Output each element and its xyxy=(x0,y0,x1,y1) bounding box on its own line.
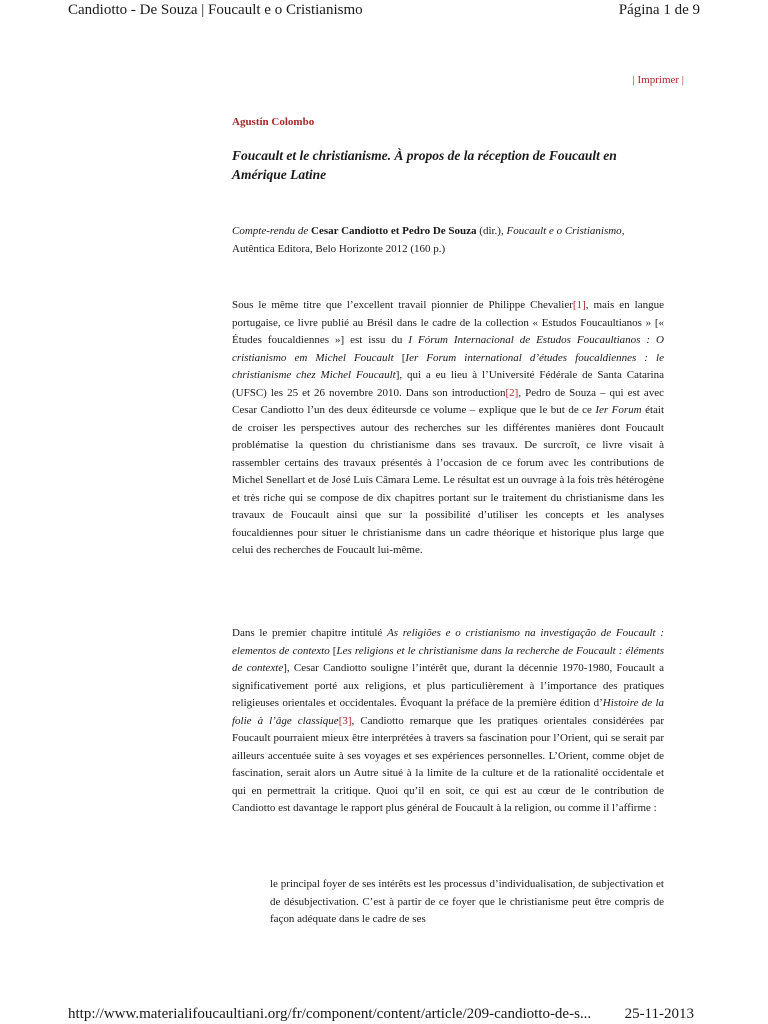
print-date: 25-11-2013 xyxy=(624,1006,694,1022)
document-title: Candiotto - De Souza | Foucault e o Cristianismo xyxy=(68,2,363,18)
article-author: Agustín Colombo xyxy=(232,116,315,128)
review-dir: (dir.), xyxy=(476,225,507,237)
review-prefix: Compte-rendu de xyxy=(232,225,312,237)
footnote-link-2[interactable]: [2] xyxy=(505,386,519,399)
source-url: http://www.materialifoucaultiani.org/fr/component/content/article/209-candiotto-de-s... xyxy=(68,1006,592,1022)
forum-title-pt: I Fórum Internacional de Estudos Foucaultianos : O cristianismo em Michel Foucault xyxy=(232,334,664,364)
text: ], Cesar Candiotto souligne l’intérêt que, durant la décennie 1970-1980, Foucault a significativement porté aux religions, et plus particulièrement à l’importance des pratiques religieuses orientales et occidentales. Évoquant la préface de la première édition d’ xyxy=(232,662,664,709)
print-link[interactable]: | Imprimer | xyxy=(632,74,684,86)
review-publisher: , Autêntica Editora, Belo Horizonte 2012 (160 p.) xyxy=(232,225,625,255)
block-quote: le principal foyer de ses intérêts est les processus d’individualisation, de subjectivation et de désubjectivation. C’est à partir de ce foyer que le christianisme peut être compris de façon adéquate dans le cadre de ses xyxy=(270,878,664,925)
text: , mais en langue portugaise, ce livre publié au Brésil dans le cadre de la collection « Estudos Foucaultianos » [« Études foucaldiennes »] est issu du xyxy=(232,299,664,346)
pdf-page-footer xyxy=(0,1004,768,1024)
text: était de croiser les perspectives autour des recherches sur les différentes manières dont Foucault problématise la question du christianisme dans ses travaux. De surcroît, ce livre visait à rassembler certains des travaux présentés à l’occasion de ce forum avec les contributions de Michel Senellart et de José Luís Câmara Leme. Le résultat est un ouvrage à la fois très hétérogène et très riche qui se compose de dix chapitres portant sur le traitement du christianisme dans les travaux de Foucault ainsi que sur la possibilité d’utiliser les concepts et les analyses foucaldiennes pour situer le christianisme dans un cadre théorique et historique plus large que celui des recherches de Foucault lui-même. xyxy=(232,404,664,556)
footnote-link-3[interactable]: [3] xyxy=(338,714,352,727)
page-number: Página 1 de 9 xyxy=(618,2,700,18)
text: , Candiotto remarque que les pratiques orientales considérées par Foucault pourraient mieux être interprétées à travers sa fascination pour l’Orient, qui se serait par ailleurs accentuée suite à ses voyages et ses expériences personnelles. L’Orient, comme objet de fascination, serait alors un Autre situé à la limite de la culture et de la rationalité occidentale et qui en permettrait la critique. Quoi qu’il en soit, ce qui est au cœur de le contribution de Candiotto est davantage le rapport plus général de Foucault à la religion, ou comme il l’affirme : xyxy=(232,714,664,814)
review-reference xyxy=(232,222,664,258)
footnote-link-1[interactable]: [1] xyxy=(572,299,586,311)
paragraph-2 xyxy=(232,625,664,818)
text: , Pedro de Souza – qui est avec Cesar Candiotto l’un des deux éditeursde ce volume – explique que le but de ce xyxy=(232,386,664,416)
forum-short-title: Ier Forum xyxy=(595,404,642,416)
book-title-folie: Histoire de la folie à l’âge classique xyxy=(232,697,664,727)
text: [ xyxy=(329,644,337,657)
pdf-page-header xyxy=(0,0,768,20)
text: Dans le premier chapitre intitulé xyxy=(232,627,388,639)
article-title: Foucault et le christianisme. À propos de la réception de Foucault en Amérique Latine xyxy=(232,148,617,182)
review-book-title: Foucault e o Cristianismo xyxy=(506,225,622,237)
forum-title-fr: Ier Forum international d’études foucaldiennes : le christianisme chez Michel Foucault xyxy=(232,351,664,381)
chapter-title-fr: Les religions et le christianisme dans la recherche de Foucault : éléments de contexte xyxy=(232,644,664,674)
review-editors: Cesar Candiotto et Pedro De Souza xyxy=(311,225,477,237)
paragraph-1 xyxy=(232,297,664,560)
chapter-title-pt: As religiões e o cristianismo na investigação de Foucault : elementos de contexto xyxy=(232,627,664,657)
text: Sous le même titre que l’excellent travail pionnier de Philippe Chevalier xyxy=(232,299,573,311)
text: ], qui a eu lieu à l’Université Fédérale de Santa Catarina (UFSC) les 25 et 26 novembre 2010. Dans son introduction xyxy=(232,369,664,399)
text: [ xyxy=(393,351,406,364)
